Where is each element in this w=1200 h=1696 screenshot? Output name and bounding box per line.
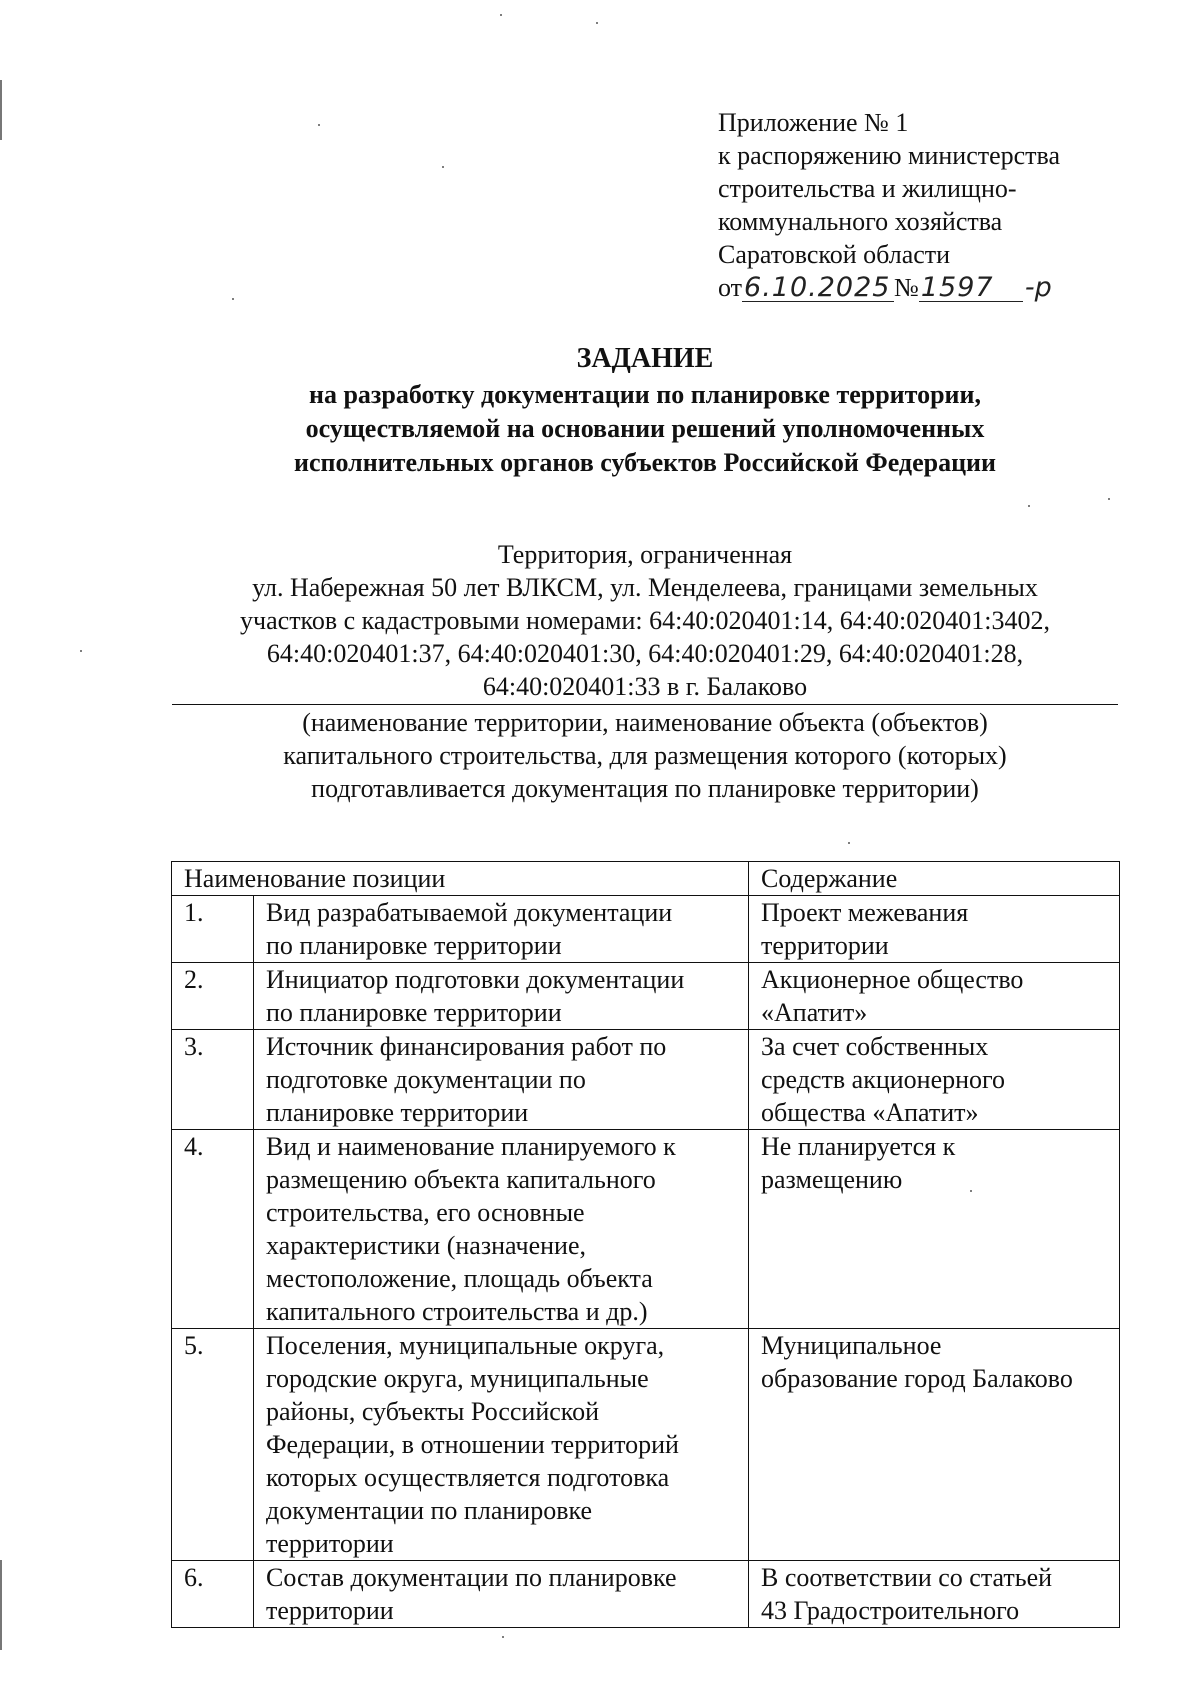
row-name — [254, 963, 749, 1030]
row-content-line: Проект межевания — [761, 898, 969, 927]
scan-speck — [232, 298, 234, 300]
scan-speck — [500, 14, 502, 16]
scan-speck — [502, 1636, 504, 1638]
row-name-line: районы, субъекты Российской — [266, 1397, 600, 1426]
row-name-line: территории — [266, 1596, 394, 1625]
table-row — [172, 963, 1120, 1030]
row-content-line: Акционерное общество — [761, 965, 1024, 994]
row-name-line: которых осуществляется подготовка — [266, 1463, 670, 1492]
scan-speck — [318, 124, 320, 126]
scan-speck — [970, 1190, 972, 1192]
row-content-line: территории — [761, 931, 889, 960]
scan-speck — [596, 22, 598, 24]
row-name — [254, 1030, 749, 1130]
row-name-line: Вид разрабатываемой документации — [266, 898, 673, 927]
table-row — [172, 1130, 1120, 1329]
territory-line: Территория, ограниченная — [497, 540, 793, 569]
territory-underline — [172, 704, 1118, 705]
territory-line: участков с кадастровыми номерами: 64:40:020401:14, 64:40:020401:3402, — [240, 606, 1050, 635]
row-content-line: За счет собственных — [761, 1032, 989, 1061]
scan-edge-mark — [0, 80, 2, 140]
scan-speck — [848, 842, 850, 844]
row-name-line: территории — [266, 1529, 394, 1558]
row-name-line: Вид и наименование планируемого к — [266, 1132, 676, 1161]
row-name-line: характеристики (назначение, — [266, 1231, 586, 1260]
row-content — [749, 896, 1120, 963]
row-content-line: размещению — [761, 1165, 903, 1194]
appendix-line: Саратовской области — [718, 240, 951, 269]
row-name-line: подготовке документации по — [266, 1065, 586, 1094]
document-title — [150, 340, 1140, 480]
appendix-date-line — [718, 271, 1158, 304]
row-name-line: по планировке территории — [266, 998, 562, 1027]
row-content — [749, 963, 1120, 1030]
row-content-line: 43 Градостроительного — [761, 1596, 1020, 1625]
scan-speck — [442, 166, 444, 168]
territory-line: 64:40:020401:33 в г. Балаково — [482, 672, 808, 701]
territory-note-line: (наименование территории, наименование объекта (объектов) — [302, 708, 988, 737]
row-number: 1. — [172, 896, 254, 963]
row-name-line: документации по планировке — [266, 1496, 592, 1525]
row-name-line: капитального строительства и др.) — [266, 1297, 648, 1326]
row-name-line: Поселения, муниципальные округа, — [266, 1331, 665, 1360]
row-content-line: Не планируется к — [761, 1132, 956, 1161]
row-name-line: по планировке территории — [266, 931, 562, 960]
title-sub-line: на разработку документации по планировке территории, — [308, 380, 982, 409]
territory-description — [172, 538, 1118, 703]
table-row — [172, 896, 1120, 963]
row-content-line: Муниципальное — [761, 1331, 942, 1360]
scan-speck — [1028, 505, 1030, 507]
appendix-line: строительства и жилищно- — [718, 174, 1017, 203]
appendix-line: Приложение № 1 — [718, 108, 909, 137]
territory-note-line: подготавливается документация по планировке территории) — [311, 774, 979, 803]
territory-line: 64:40:020401:37, 64:40:020401:30, 64:40:020401:29, 64:40:020401:28, — [266, 639, 1024, 668]
title-sub-line: осуществляемой на основании решений уполномоченных — [305, 414, 985, 443]
row-number: 2. — [172, 963, 254, 1030]
row-number: 6. — [172, 1561, 254, 1628]
table-header-row — [172, 862, 1120, 896]
row-name-line: Инициатор подготовки документации — [266, 965, 685, 994]
table-row — [172, 1030, 1120, 1130]
row-name-line: размещению объекта капитального — [266, 1165, 656, 1194]
handwritten-number-suffix: -р — [1024, 272, 1052, 303]
table-row — [172, 1561, 1120, 1628]
territory-note-line: капитального строительства, для размещения которого (которых) — [283, 741, 1007, 770]
territory-note — [172, 706, 1118, 805]
row-content-line: средств акционерного — [761, 1065, 1006, 1094]
row-name — [254, 1130, 749, 1329]
appendix-line: к распоряжению министерства — [718, 141, 1061, 170]
row-name-line: планировке территории — [266, 1098, 529, 1127]
row-content — [749, 1130, 1120, 1329]
row-number: 3. — [172, 1030, 254, 1130]
row-content — [749, 1329, 1120, 1561]
header-content: Содержание — [749, 862, 1120, 896]
row-name-line: Источник финансирования работ по — [266, 1032, 667, 1061]
scan-edge-mark — [0, 1560, 2, 1650]
number-label: № — [894, 273, 919, 302]
header-position: Наименование позиции — [172, 862, 749, 896]
assignment-table — [171, 861, 1120, 1628]
row-name — [254, 1329, 749, 1561]
row-name-line: Состав документации по планировке — [266, 1563, 677, 1592]
row-content-line: В соответствии со статьей — [761, 1563, 1053, 1592]
row-number: 5. — [172, 1329, 254, 1561]
row-name-line: местоположение, площадь объекта — [266, 1264, 653, 1293]
row-name-line: городские округа, муниципальные — [266, 1364, 649, 1393]
row-content-line: общества «Апатит» — [761, 1098, 979, 1127]
row-content — [749, 1030, 1120, 1130]
row-name — [254, 1561, 749, 1628]
row-content-line: образование город Балаково — [761, 1364, 1073, 1393]
scan-speck — [1108, 498, 1110, 500]
handwritten-number: 1597 — [919, 275, 1023, 302]
row-content — [749, 1561, 1120, 1628]
row-number: 4. — [172, 1130, 254, 1329]
title-sub-line: исполнительных органов субъектов Российской Федерации — [293, 448, 997, 477]
row-name-line: строительства, его основные — [266, 1198, 585, 1227]
title-main: ЗАДАНИЕ — [576, 343, 714, 374]
row-name-line: Федерации, в отношении территорий — [266, 1430, 679, 1459]
row-name — [254, 896, 749, 963]
date-prefix: от — [718, 273, 743, 302]
territory-line: ул. Набережная 50 лет ВЛКСМ, ул. Менделеева, границами земельных — [252, 573, 1038, 602]
appendix-line: коммунального хозяйства — [718, 207, 1003, 236]
handwritten-date: 6.10.2025 — [742, 275, 894, 302]
appendix-block — [718, 106, 1158, 304]
row-content-line: «Апатит» — [761, 998, 868, 1027]
scan-speck — [80, 650, 82, 652]
table-row — [172, 1329, 1120, 1561]
